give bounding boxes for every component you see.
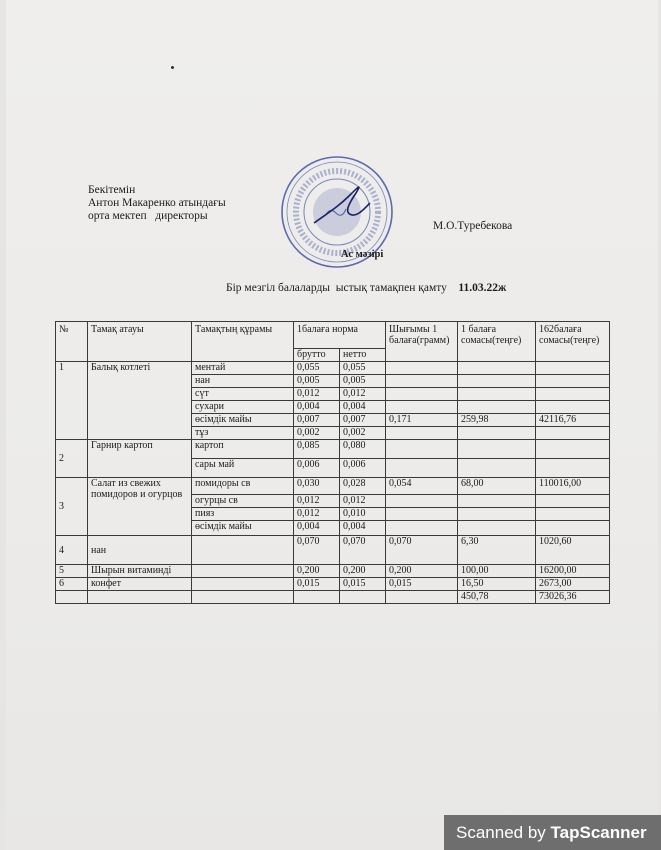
netto: 0,028	[340, 478, 386, 495]
ingredient: помидоры св	[192, 478, 294, 495]
ingredient: сүт	[192, 388, 294, 401]
watermark-prefix: Scanned by	[456, 823, 551, 842]
header-name: Тамақ атауы	[88, 322, 192, 362]
brutto: 0,005	[294, 375, 340, 388]
consumption: 0,054	[386, 478, 458, 495]
brutto: 0,200	[294, 565, 340, 578]
header-num: №	[56, 322, 88, 362]
sum1: 68,00	[458, 478, 536, 495]
brutto: 0,007	[294, 414, 340, 427]
dish-name: Шырын витаминді	[88, 565, 192, 578]
header-consumption: Шығымы 1 балаға(грамм)	[386, 322, 458, 362]
table-header-row	[56, 322, 610, 349]
header-netto: нетто	[340, 349, 386, 362]
netto: 0,010	[340, 508, 386, 521]
netto: 0,015	[340, 578, 386, 591]
sum162: 2673,00	[536, 578, 610, 591]
netto: 0,005	[340, 375, 386, 388]
ingredient: өсімдік майы	[192, 414, 294, 427]
sum1: 259,98	[458, 414, 536, 427]
ingredient: сары май	[192, 459, 294, 478]
netto: 0,002	[340, 427, 386, 440]
header-composition: Тамақтың құрамы	[192, 322, 294, 362]
dish-num: 6	[56, 578, 88, 591]
ingredient: пияз	[192, 508, 294, 521]
header-sum1: 1 балаға сомасы(теңге)	[458, 322, 536, 362]
sum162: 1020,60	[536, 536, 610, 565]
sum1: 100,00	[458, 565, 536, 578]
seal-caption: Ас мәзірі	[341, 249, 384, 260]
consumption: 0,171	[386, 414, 458, 427]
table-row	[56, 362, 610, 375]
netto: 0,006	[340, 459, 386, 478]
table-row	[56, 536, 610, 565]
ingredient: огурцы св	[192, 495, 294, 508]
netto: 0,004	[340, 521, 386, 536]
total-sum162: 73026,36	[536, 591, 610, 604]
sum1: 16,50	[458, 578, 536, 591]
ingredient: өсімдік майы	[192, 521, 294, 536]
brutto: 0,085	[294, 440, 340, 459]
dish-name: нан	[88, 536, 192, 565]
brutto: 0,012	[294, 388, 340, 401]
brutto: 0,006	[294, 459, 340, 478]
ingredient: нан	[192, 375, 294, 388]
dish-name: Салат из свежих помидоров и огурцов	[88, 478, 192, 536]
brutto: 0,012	[294, 508, 340, 521]
dish-name: конфет	[88, 578, 192, 591]
approval-line: Бекітемін	[88, 184, 136, 196]
menu-table	[55, 321, 610, 604]
netto: 0,200	[340, 565, 386, 578]
brutto: 0,012	[294, 495, 340, 508]
approval-school: Антон Макаренко атындағы	[88, 197, 226, 209]
approval-position: директоры	[155, 210, 208, 222]
dish-name: Гарнир картоп	[88, 440, 192, 478]
approval-block	[88, 184, 226, 223]
dish-num: 2	[56, 440, 88, 478]
brutto: 0,030	[294, 478, 340, 495]
scanner-watermark	[444, 815, 661, 850]
netto: 0,080	[340, 440, 386, 459]
header-sum162: 162балаға сомасы(теңге)	[536, 322, 610, 362]
brutto: 0,004	[294, 521, 340, 536]
dish-num: 1	[56, 362, 88, 440]
sum162: 42116,76	[536, 414, 610, 427]
consumption: 0,070	[386, 536, 458, 565]
brutto: 0,015	[294, 578, 340, 591]
dish-name: Балық котлеті	[88, 362, 192, 440]
netto: 0,007	[340, 414, 386, 427]
consumption: 0,015	[386, 578, 458, 591]
consumption: 0,200	[386, 565, 458, 578]
sum162: 16200,00	[536, 565, 610, 578]
total-sum1: 450,78	[458, 591, 536, 604]
watermark-brand: TapScanner	[550, 823, 647, 842]
dish-num: 3	[56, 478, 88, 536]
document-heading	[226, 282, 506, 294]
netto: 0,070	[340, 536, 386, 565]
sum162: 110016,00	[536, 478, 610, 495]
sum1: 6,30	[458, 536, 536, 565]
table-row	[56, 440, 610, 459]
director-name: М.О.Туребекова	[433, 220, 513, 232]
ingredient: сухари	[192, 401, 294, 414]
approval-school-type: орта мектеп	[88, 210, 147, 222]
dish-num: 4	[56, 536, 88, 565]
brutto: 0,002	[294, 427, 340, 440]
table-row	[56, 565, 610, 578]
netto: 0,004	[340, 401, 386, 414]
totals-row	[56, 591, 610, 604]
brutto: 0,055	[294, 362, 340, 375]
ingredient: картоп	[192, 440, 294, 459]
netto: 0,012	[340, 495, 386, 508]
ingredient: ментай	[192, 362, 294, 375]
document-page	[6, 0, 658, 850]
ink-dot	[171, 66, 174, 69]
header-brutto: брутто	[294, 349, 340, 362]
netto: 0,012	[340, 388, 386, 401]
ingredient: тұз	[192, 427, 294, 440]
table-row	[56, 578, 610, 591]
brutto: 0,004	[294, 401, 340, 414]
heading-text: Бір мезгіл балаларды ыстық тамақпен қамту	[226, 282, 447, 294]
heading-date: 11.03.22ж	[458, 282, 507, 294]
header-norm: 1балаға норма	[294, 322, 386, 349]
netto: 0,055	[340, 362, 386, 375]
table-row	[56, 478, 610, 495]
brutto: 0,070	[294, 536, 340, 565]
dish-num: 5	[56, 565, 88, 578]
